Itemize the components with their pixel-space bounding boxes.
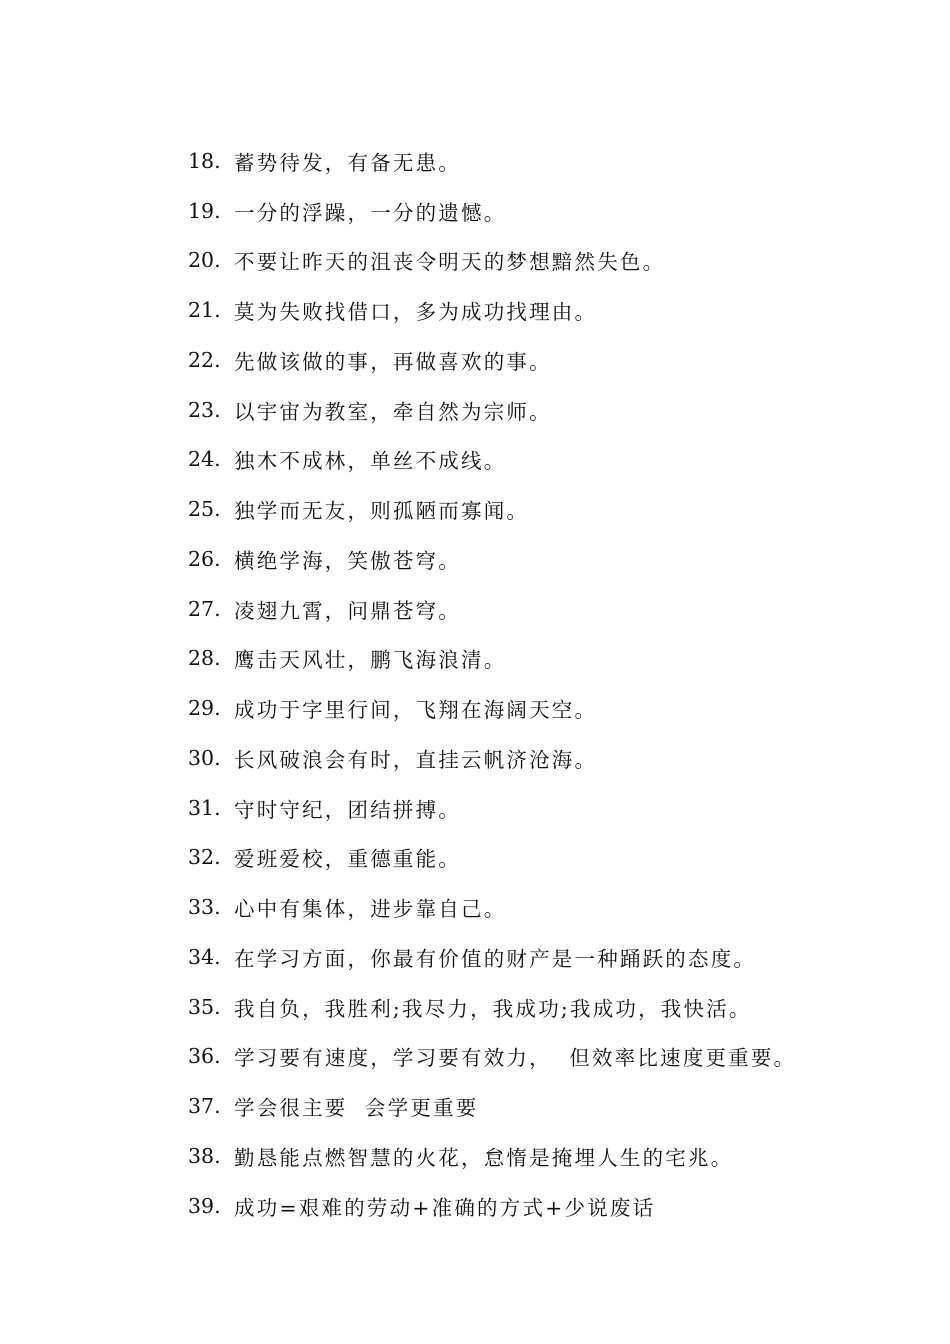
item-number: 39.	[188, 1193, 221, 1218]
item-number: 18.	[188, 148, 221, 173]
item-text: 不要让昨天的沮丧令明天的梦想黯然失色。	[234, 250, 666, 275]
list-item	[188, 1181, 908, 1231]
item-number: 29.	[188, 696, 221, 721]
item-text: 横绝学海，笑傲苍穹。	[234, 548, 461, 573]
item-number: 34.	[188, 944, 221, 969]
list-item	[188, 683, 908, 733]
item-text: 独学而无友，则孤陋而寡闻。	[234, 499, 530, 524]
item-text: 一分的浮躁，一分的遗憾。	[234, 200, 507, 225]
list-item	[188, 833, 908, 883]
item-text: 守时守纪，团结拼搏。	[234, 797, 461, 822]
item-text: 凌翅九霄，问鼎苍穹。	[234, 598, 461, 623]
item-number: 37.	[188, 1094, 221, 1119]
item-text: 勤恳能点燃智慧的火花，怠惰是掩埋人生的宅兆。	[234, 1145, 734, 1170]
list-item	[188, 932, 908, 982]
item-text: 长风破浪会有时，直挂云帆济沧海。	[234, 747, 598, 772]
item-text: 蓄势待发，有备无患。	[234, 150, 461, 175]
item-text: 成功于字里行间，飞翔在海阔天空。	[234, 698, 598, 723]
item-text: 鹰击天风壮，鹏飞海浪清。	[234, 648, 507, 673]
item-number: 23.	[188, 397, 221, 422]
list-item	[188, 186, 908, 236]
item-text: 学习要有速度，学习要有效力， 但效率比速度更重要。	[234, 1046, 797, 1071]
list-item	[188, 335, 908, 385]
list-item	[188, 1131, 908, 1181]
item-text: 以宇宙为教室，牵自然为宗师。	[234, 399, 552, 424]
item-number: 20.	[188, 248, 221, 273]
list-item	[188, 236, 908, 286]
list-item	[188, 534, 908, 584]
item-number: 30.	[188, 745, 221, 770]
list-item	[188, 783, 908, 833]
list-item	[188, 733, 908, 783]
item-text: 心中有集体，进步靠自己。	[234, 897, 507, 922]
list-item	[188, 982, 908, 1032]
motto-list	[188, 136, 908, 1231]
list-item	[188, 136, 908, 186]
item-number: 24.	[188, 447, 221, 472]
item-number: 31.	[188, 795, 221, 820]
list-item	[188, 285, 908, 335]
item-number: 35.	[188, 994, 221, 1019]
item-text: 独木不成林，单丝不成线。	[234, 449, 507, 474]
item-text: 莫为失败找借口，多为成功找理由。	[234, 300, 598, 325]
list-item	[188, 1032, 908, 1082]
item-text: 爱班爱校，重德重能。	[234, 847, 461, 872]
item-number: 38.	[188, 1143, 221, 1168]
item-number: 25.	[188, 497, 221, 522]
list-item	[188, 584, 908, 634]
list-item	[188, 882, 908, 932]
item-number: 28.	[188, 646, 221, 671]
item-number: 19.	[188, 198, 221, 223]
item-number: 27.	[188, 596, 221, 621]
item-number: 21.	[188, 298, 221, 323]
list-item	[188, 484, 908, 534]
item-text: 先做该做的事，再做喜欢的事。	[234, 349, 552, 374]
item-text: 学会很主要 会学更重要	[234, 1096, 479, 1121]
item-text: 我自负，我胜利;我尽力，我成功;我成功，我快活。	[234, 996, 752, 1021]
item-number: 36.	[188, 1044, 221, 1069]
item-number: 22.	[188, 347, 221, 372]
item-number: 33.	[188, 895, 221, 920]
item-text: 在学习方面，你最有价值的财产是一种踊跃的态度。	[234, 946, 757, 971]
list-item	[188, 385, 908, 435]
list-item	[188, 435, 908, 485]
item-text: 成功=艰难的劳动+准确的方式+少说废话	[234, 1195, 656, 1220]
item-number: 26.	[188, 546, 221, 571]
item-number: 32.	[188, 845, 221, 870]
list-item	[188, 1081, 908, 1131]
list-item	[188, 634, 908, 684]
